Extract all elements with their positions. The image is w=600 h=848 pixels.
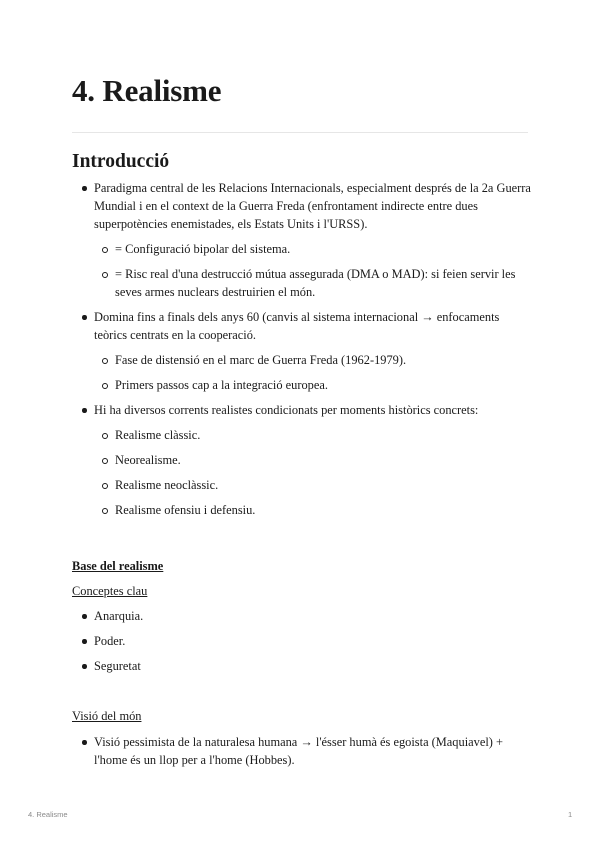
- list-item-text: Paradigma central de les Relacions Internacionals, especialment després de la 2a Guerra Mundial i en el context de la Guerra Freda (enfrontament indirecte entre dues superpotències enemistades, els Estats Units i l'URSS).: [94, 181, 531, 231]
- concepts-content: [72, 607, 532, 682]
- sub-list-item: = Risc real d'una destrucció mútua assegurada (DMA o MAD): si feien servir les seves armes nuclears destruirien el món.: [94, 265, 532, 301]
- base-heading: Base del realisme: [72, 559, 164, 573]
- vision-content: [72, 733, 532, 776]
- list-item: [72, 179, 532, 301]
- concepts-heading: Conceptes clau: [72, 584, 148, 598]
- title-divider: [72, 132, 528, 133]
- list-item: [72, 308, 532, 394]
- sub-list-item: Realisme clàssic.: [94, 426, 532, 444]
- sub-list: [94, 426, 532, 519]
- sub-list: [94, 240, 532, 301]
- list-item-text: Domina fins a finals dels anys 60 (canvis al sistema internacional → enfocaments teòrics centrats en la cooperació.: [94, 310, 500, 342]
- section-heading-introduccio: Introducció: [72, 151, 170, 172]
- page-title: 4. Realisme: [72, 73, 222, 108]
- sub-list-item: Realisme neoclàssic.: [94, 476, 532, 494]
- sub-list-item: Realisme ofensiu i defensiu.: [94, 501, 532, 519]
- list-item-text: Hi ha diversos corrents realistes condicionats per moments històrics concrets:: [94, 403, 479, 417]
- sub-list-item: = Configuració bipolar del sistema.: [94, 240, 532, 258]
- list-item: Visió pessimista de la naturalesa humana → l'ésser humà és egoista (Maquiavel) + l'home és un llop per a l'home (Hobbes).: [72, 733, 532, 769]
- list-item: Anarquia.: [72, 607, 532, 625]
- footer-title: 4. Realisme: [28, 810, 68, 819]
- vision-list: [72, 733, 532, 769]
- list-item: Seguretat: [72, 657, 532, 675]
- sub-list-item: Neorealisme.: [94, 451, 532, 469]
- sub-list-item: Fase de distensió en el marc de Guerra Freda (1962-1979).: [94, 351, 532, 369]
- sub-list: [94, 351, 532, 394]
- concepts-list: [72, 607, 532, 675]
- list-item: [72, 401, 532, 519]
- list-item: Poder.: [72, 632, 532, 650]
- intro-content: [72, 179, 532, 526]
- vision-heading: Visió del món: [72, 709, 142, 723]
- intro-list: [72, 179, 532, 519]
- sub-list-item: Primers passos cap a la integració europea.: [94, 376, 532, 394]
- page-number: 1: [568, 810, 573, 819]
